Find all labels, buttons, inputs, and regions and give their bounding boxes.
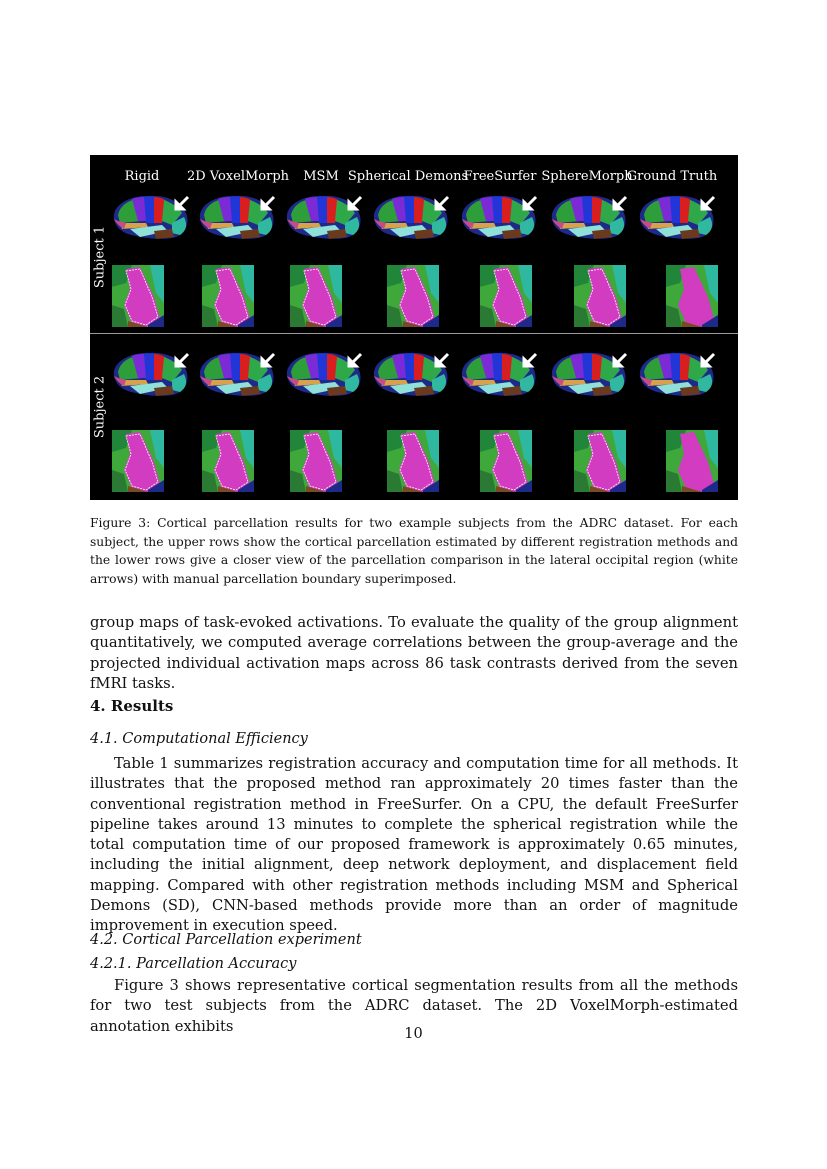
subject-label-1: Subject 1: [92, 225, 108, 289]
white-arrow-icon: [347, 352, 363, 368]
zoom-render-s2-c7: [666, 430, 718, 492]
white-arrow-icon: [347, 195, 363, 211]
zoom-render-s1-c3: [290, 265, 342, 327]
col-head-msm: MSM: [303, 169, 339, 184]
paragraph-intro: group maps of task-evoked activations. To evaluate the quality of the group alignment quantitatively, we computed average correlations between the group-average and the projected individual activation maps across 86 task contrasts derived from the seven fMRI tasks.: [90, 614, 738, 692]
subsection-heading-efficiency: 4.1. Computational Efficiency: [90, 731, 308, 747]
zoom-render-s2-c6: [574, 430, 626, 492]
white-arrow-icon: [260, 195, 276, 211]
zoom-render-s2-c4: [387, 430, 439, 492]
zoom-render-s1-c2: [202, 265, 254, 327]
white-arrow-icon: [260, 352, 276, 368]
white-arrow-icon: [174, 352, 190, 368]
paragraph-accuracy: Figure 3 shows representative cortical segmentation results from all the methods for two test subjects from the ADRC dataset. The 2D VoxelMorph-estimated annotation exhibits: [90, 977, 738, 1035]
col-head-ground-truth: Ground Truth: [626, 169, 718, 184]
figure-caption: Figure 3: Cortical parcellation results for two example subjects from the ADRC dataset. For each subject, the upper rows show the cortical parcellation estimated by different registration methods and the lower rows give a closer view of the parcellation comparison in the lateral occipital region (white arrows) with manual parcellation boundary superimposed.: [90, 516, 738, 586]
subsection-heading-parcellation: 4.2. Cortical Parcellation experiment: [90, 932, 362, 948]
zoom-render-s1-c1: [112, 265, 164, 327]
subject-divider: [90, 333, 738, 334]
white-arrow-icon: [612, 352, 628, 368]
figure-3: [90, 155, 738, 500]
zoom-render-s1-c7: [666, 265, 718, 327]
zoom-render-s1-c4: [387, 265, 439, 327]
white-arrow-icon: [434, 195, 450, 211]
white-arrow-icon: [174, 195, 190, 211]
col-head-voxelmorph: 2D VoxelMorph: [186, 169, 290, 184]
col-head-spherical-demons: Spherical Demons: [347, 169, 469, 184]
white-arrow-icon: [612, 195, 628, 211]
zoom-render-s2-c2: [202, 430, 254, 492]
col-head-spheremorph: SphereMorph: [541, 169, 633, 184]
col-head-freesurfer: FreeSurfer: [463, 169, 537, 184]
paragraph-efficiency: Table 1 summarizes registration accuracy and computation time for all methods. It illustrates that the proposed method ran approximately 20 times faster than the conventional registration method in FreeSurfer. On a CPU, the default FreeSurfer pipeline takes around 13 minutes to complete the spherical registration while the total computation time of our proposed framework is approximately 0.65 minutes, including the initial alignment, deep network deployment, and displacement field mapping. Compared with other registration methods including MSM and Spherical Demons (SD), CNN-based methods provide more than an order of magnitude improvement in execution speed.: [90, 755, 738, 935]
white-arrow-icon: [434, 352, 450, 368]
subsubsection-heading-accuracy: 4.2.1. Parcellation Accuracy: [90, 956, 297, 972]
subject-label-2: Subject 2: [92, 375, 108, 439]
zoom-render-s1-c6: [574, 265, 626, 327]
white-arrow-icon: [700, 195, 716, 211]
white-arrow-icon: [700, 352, 716, 368]
zoom-render-s2-c5: [480, 430, 532, 492]
col-head-rigid: Rigid: [124, 169, 160, 184]
zoom-render-s2-c3: [290, 430, 342, 492]
zoom-render-s1-c5: [480, 265, 532, 327]
white-arrow-icon: [522, 352, 538, 368]
zoom-render-s2-c1: [112, 430, 164, 492]
white-arrow-icon: [522, 195, 538, 211]
section-heading-results: 4. Results: [90, 697, 174, 715]
page-number: 10: [404, 1026, 423, 1042]
